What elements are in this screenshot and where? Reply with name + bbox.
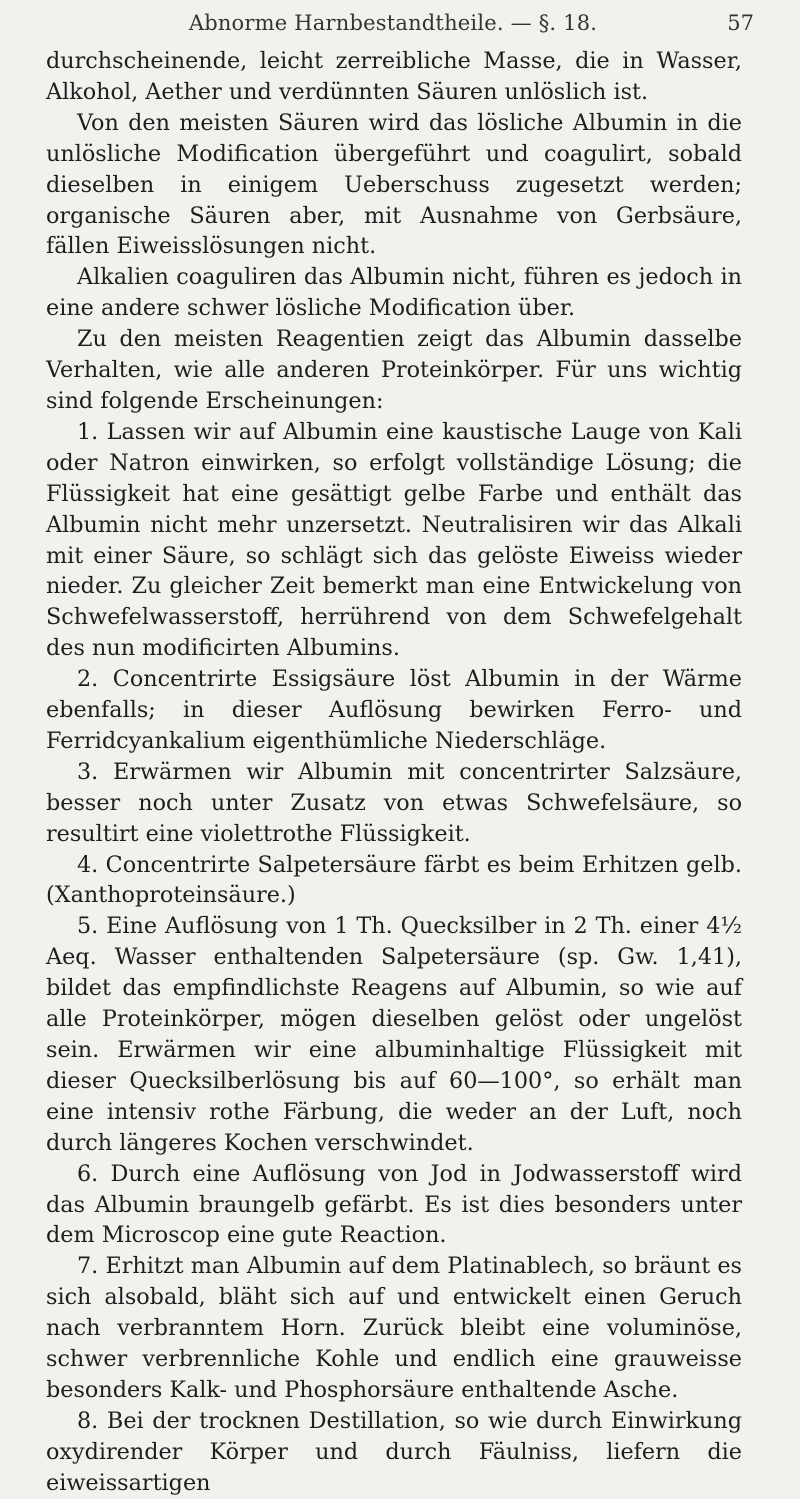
paragraph: durchscheinende, leicht zerreibliche Masse, die in Wasser, Alkohol, Aether und verdünnten Säuren unlöslich ist. xyxy=(46,48,742,105)
paragraph: Von den meisten Säuren wird das lösliche Albumin in die unlösliche Modification übergeführt und coagulirt, sobald dieselben in einigem Ueberschuss zugesetzt werden; organische Säuren aber, mit Ausnahme von Gerbsäure, fällen Eiweisslösungen nicht. xyxy=(46,109,742,260)
running-title: Abnorme Harnbestandtheile. — §. 18. xyxy=(188,11,598,35)
list-item-5: 5. Eine Auflösung von 1 Th. Quecksilber in 2 Th. einer 4½ Aeq. Wasser enthaltenden Salpetersäure (sp. Gw. 1,41), bildet das empfindlichste Reagens auf Albumin, so wie auf alle Proteinkörper, mögen dieselben gelöst oder ungelöst sein. Erwärmen wir eine albuminhaltige Flüssigkeit mit dieser Quecksilberlösung bis auf 60—100°, so erhält man eine intensiv rothe Färbung, die weder an der Luft, noch durch längeres Kochen verschwindet. xyxy=(46,913,742,1156)
list-item-1: 1. Lassen wir auf Albumin eine kaustische Lauge von Kali oder Natron einwirken, so erfolgt vollständige Lösung; die Flüssigkeit hat eine gesättigt gelbe Farbe und enthält das Albumin nicht mehr unzersetzt. Neutralisiren wir das Alkali mit einer Säure, so schlägt sich das gelöste Eiweiss wieder nieder. Zu gleicher Zeit bemerkt man eine Entwickelung von Schwefelwasserstoff, herrührend von dem Schwefelgehalt des nun modificirten Albumins. xyxy=(46,418,742,662)
list-item-2: 2. Concentrirte Essigsäure löst Albumin in der Wärme ebenfalls; in dieser Auflösung bewirken Ferro- und Ferridcyankalium eigenthümliche Niederschläge. xyxy=(46,666,742,754)
list-item-6: 6. Durch eine Auflösung von Jod in Jodwasserstoff wird das Albumin braungelb gefärbt. Es ist dies besonders unter dem Microscop eine gute Reaction. xyxy=(46,1160,742,1249)
list-item-4: 4. Concentrirte Salpetersäure färbt es beim Erhitzen gelb. (Xanthoproteinsäure.) xyxy=(46,851,742,909)
list-item-8: 8. Bei der trocknen Destillation, so wie durch Einwirkung oxydirender Körper und durch Fäulniss, liefern die eiweissartigen xyxy=(46,1407,742,1496)
paragraph: Alkalien coaguliren das Albumin nicht, führen es jedoch in eine andere schwer lösliche Modification über. xyxy=(46,264,742,322)
list-item-3: 3. Erwärmen wir Albumin mit concentrirter Salzsäure, besser noch unter Zusatz von etwas Schwefelsäure, so resultirt eine violettrothe Flüssigkeit. xyxy=(46,758,742,847)
body-text xyxy=(46,46,742,1499)
page-number: 57 xyxy=(727,11,754,35)
list-item-7: 7. Erhitzt man Albumin auf dem Platinablech, so bräunt es sich alsobald, bläht sich auf und entwickelt einen Geruch nach verbranntem Horn. Zurück bleibt eine voluminöse, schwer verbrennliche Kohle und endlich eine grauweisse besonders Kalk- und Phosphorsäure enthaltende Asche. xyxy=(46,1253,742,1403)
running-head xyxy=(46,8,754,38)
paragraph: Zu den meisten Reagentien zeigt das Albumin dasselbe Verhalten, wie alle anderen Proteinkörper. Für uns wichtig sind folgende Erscheinungen: xyxy=(46,326,742,414)
